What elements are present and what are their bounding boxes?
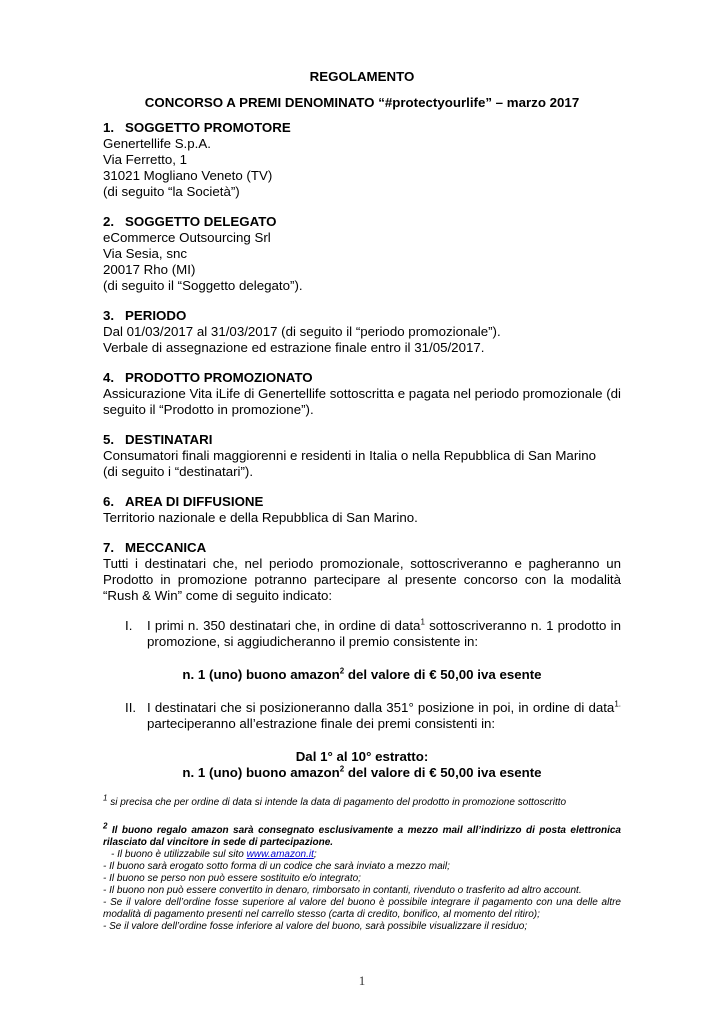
section-line: (di seguito “la Società”) [103, 184, 240, 199]
section-heading: 5. DESTINATARI [103, 432, 213, 447]
list-marker: II. [125, 700, 137, 715]
section-heading: 2. SOGGETTO DELEGATO [103, 214, 277, 229]
section-text: Tutti i destinatari che, nel periodo promozionale, sottoscriveranno e pagheranno un Prodotto in promozione potranno partecipare al presente concorso con la modalità “Rush & Win” come di seguito indicato: [103, 556, 621, 603]
bullet-item: - Il buono non può essere convertito in denaro, rimborsato in contanti, rivenduto o trasferito ad altro account. [103, 885, 582, 896]
footnote-1: $^1$ si precisa che per ordine di data si intende la data di pagamento del prodotto in promozione sottoscritto [103, 793, 567, 808]
section-heading: 4. PRODOTTO PROMOZIONATO [103, 370, 313, 385]
section-soggetto-promotore [103, 120, 621, 200]
section-line: 20017 Rho (MI) [103, 262, 196, 277]
list-item-ii: II. I destinatari che si posizioneranno dalla 351° posizione in poi, in ordine di data$^{1.}$ parteciperanno all’estrazione finale dei premi consistenti in: [125, 699, 621, 731]
bullet-item: - Se il valore dell’ordine fosse superiore al valore del buono è possibile integrare il pagamento con una delle altre modalità di pagamento presenti nel carrello stesso (carta di credito, bonifico, al momento del ritiro); [103, 897, 621, 920]
section-area-di-diffusione [103, 494, 621, 526]
section-line: Verbale di assegnazione ed estrazione finale entro il 31/05/2017. [103, 340, 485, 355]
prize-line-1: n. 1 (uno) buono amazon$^2$ del valore di € 50,00 iva esente [182, 666, 542, 682]
section-meccanica [103, 540, 621, 781]
section-text: Assicurazione Vita iLife di Genertellife sottoscritta e pagata nel periodo promozionale (di seguito il “Prodotto in promozione”). [103, 386, 621, 417]
section-line: Dal 01/03/2017 al 31/03/2017 (di seguito il “periodo promozionale”). [103, 324, 501, 339]
footnote-ref: 2 [339, 764, 345, 774]
section-prodotto-promozionato [103, 370, 621, 418]
document-title: REGOLAMENTO [309, 69, 415, 84]
document-subtitle: CONCORSO A PREMI DENOMINATO “#protectyourlife” – marzo 2017 [144, 95, 580, 110]
bullet-item: - Il buono sarà erogato sotto forma di un codice che sarà inviato a mezzo mail; [103, 861, 450, 872]
footnote-ref: 2 [339, 666, 345, 676]
footnote-ref: 1 [420, 617, 425, 627]
section-line: Genertellife S.p.A. [103, 136, 211, 151]
section-line: Territorio nazionale e della Repubblica di San Marino. [103, 510, 418, 525]
footnote-ref: 1. [614, 699, 621, 709]
footnote-2-bullets [103, 849, 621, 933]
section-line: eCommerce Outsourcing Srl [103, 230, 271, 245]
bullet-item: - Il buono se perso non può essere sostituito e/o integrato; [103, 873, 361, 884]
footnote-marker: 2 [103, 821, 108, 831]
section-heading: 7. MECCANICA [103, 540, 207, 555]
section-heading: 3. PERIODO [103, 308, 187, 323]
section-line: (di seguito i “destinatari”). [103, 464, 254, 479]
section-line: Consumatori finali maggiorenni e residenti in Italia o nella Repubblica di San Marino [103, 448, 596, 463]
section-line: Via Ferretto, 1 [103, 152, 188, 167]
list-marker: I. [125, 618, 133, 633]
section-heading: 1. SOGGETTO PROMOTORE [103, 120, 291, 135]
document-page [103, 62, 621, 933]
amazon-link[interactable]: www.amazon.it [246, 849, 314, 860]
footnote-2: $^2$ Il buono regalo amazon sarà consegnato esclusivamente a mezzo mail all’indirizzo di posta elettronica rilasciato dal vincitore in sede di partecipazione. [103, 821, 621, 848]
prize-heading: Dal 1° al 10° estratto: [295, 749, 429, 764]
page-number: 1 [358, 973, 366, 988]
section-periodo [103, 308, 621, 356]
list-item-i: I. I primi n. 350 destinatari che, in ordine di data$^1$ sottoscriveranno n. 1 prodotto in promozione, si aggiudicheranno il premio consistente in: [125, 617, 621, 649]
bullet-item: - Il buono è utilizzabile sul sito www.amazon.it; [111, 849, 317, 860]
section-line: (di seguito il “Soggetto delegato”). [103, 278, 303, 293]
section-line: 31021 Mogliano Veneto (TV) [103, 168, 273, 183]
section-line: Via Sesia, snc [103, 246, 188, 261]
section-soggetto-delegato [103, 214, 621, 294]
section-destinatari [103, 432, 621, 480]
section-heading: 6. AREA DI DIFFUSIONE [103, 494, 264, 509]
bullet-item: - Se il valore dell’ordine fosse inferiore al valore del buono, sarà possibile visualizzare il residuo; [103, 921, 528, 932]
footnote-marker: 1 [103, 793, 108, 803]
prize-line-2: n. 1 (uno) buono amazon$^2$ del valore di € 50,00 iva esente [182, 764, 542, 780]
